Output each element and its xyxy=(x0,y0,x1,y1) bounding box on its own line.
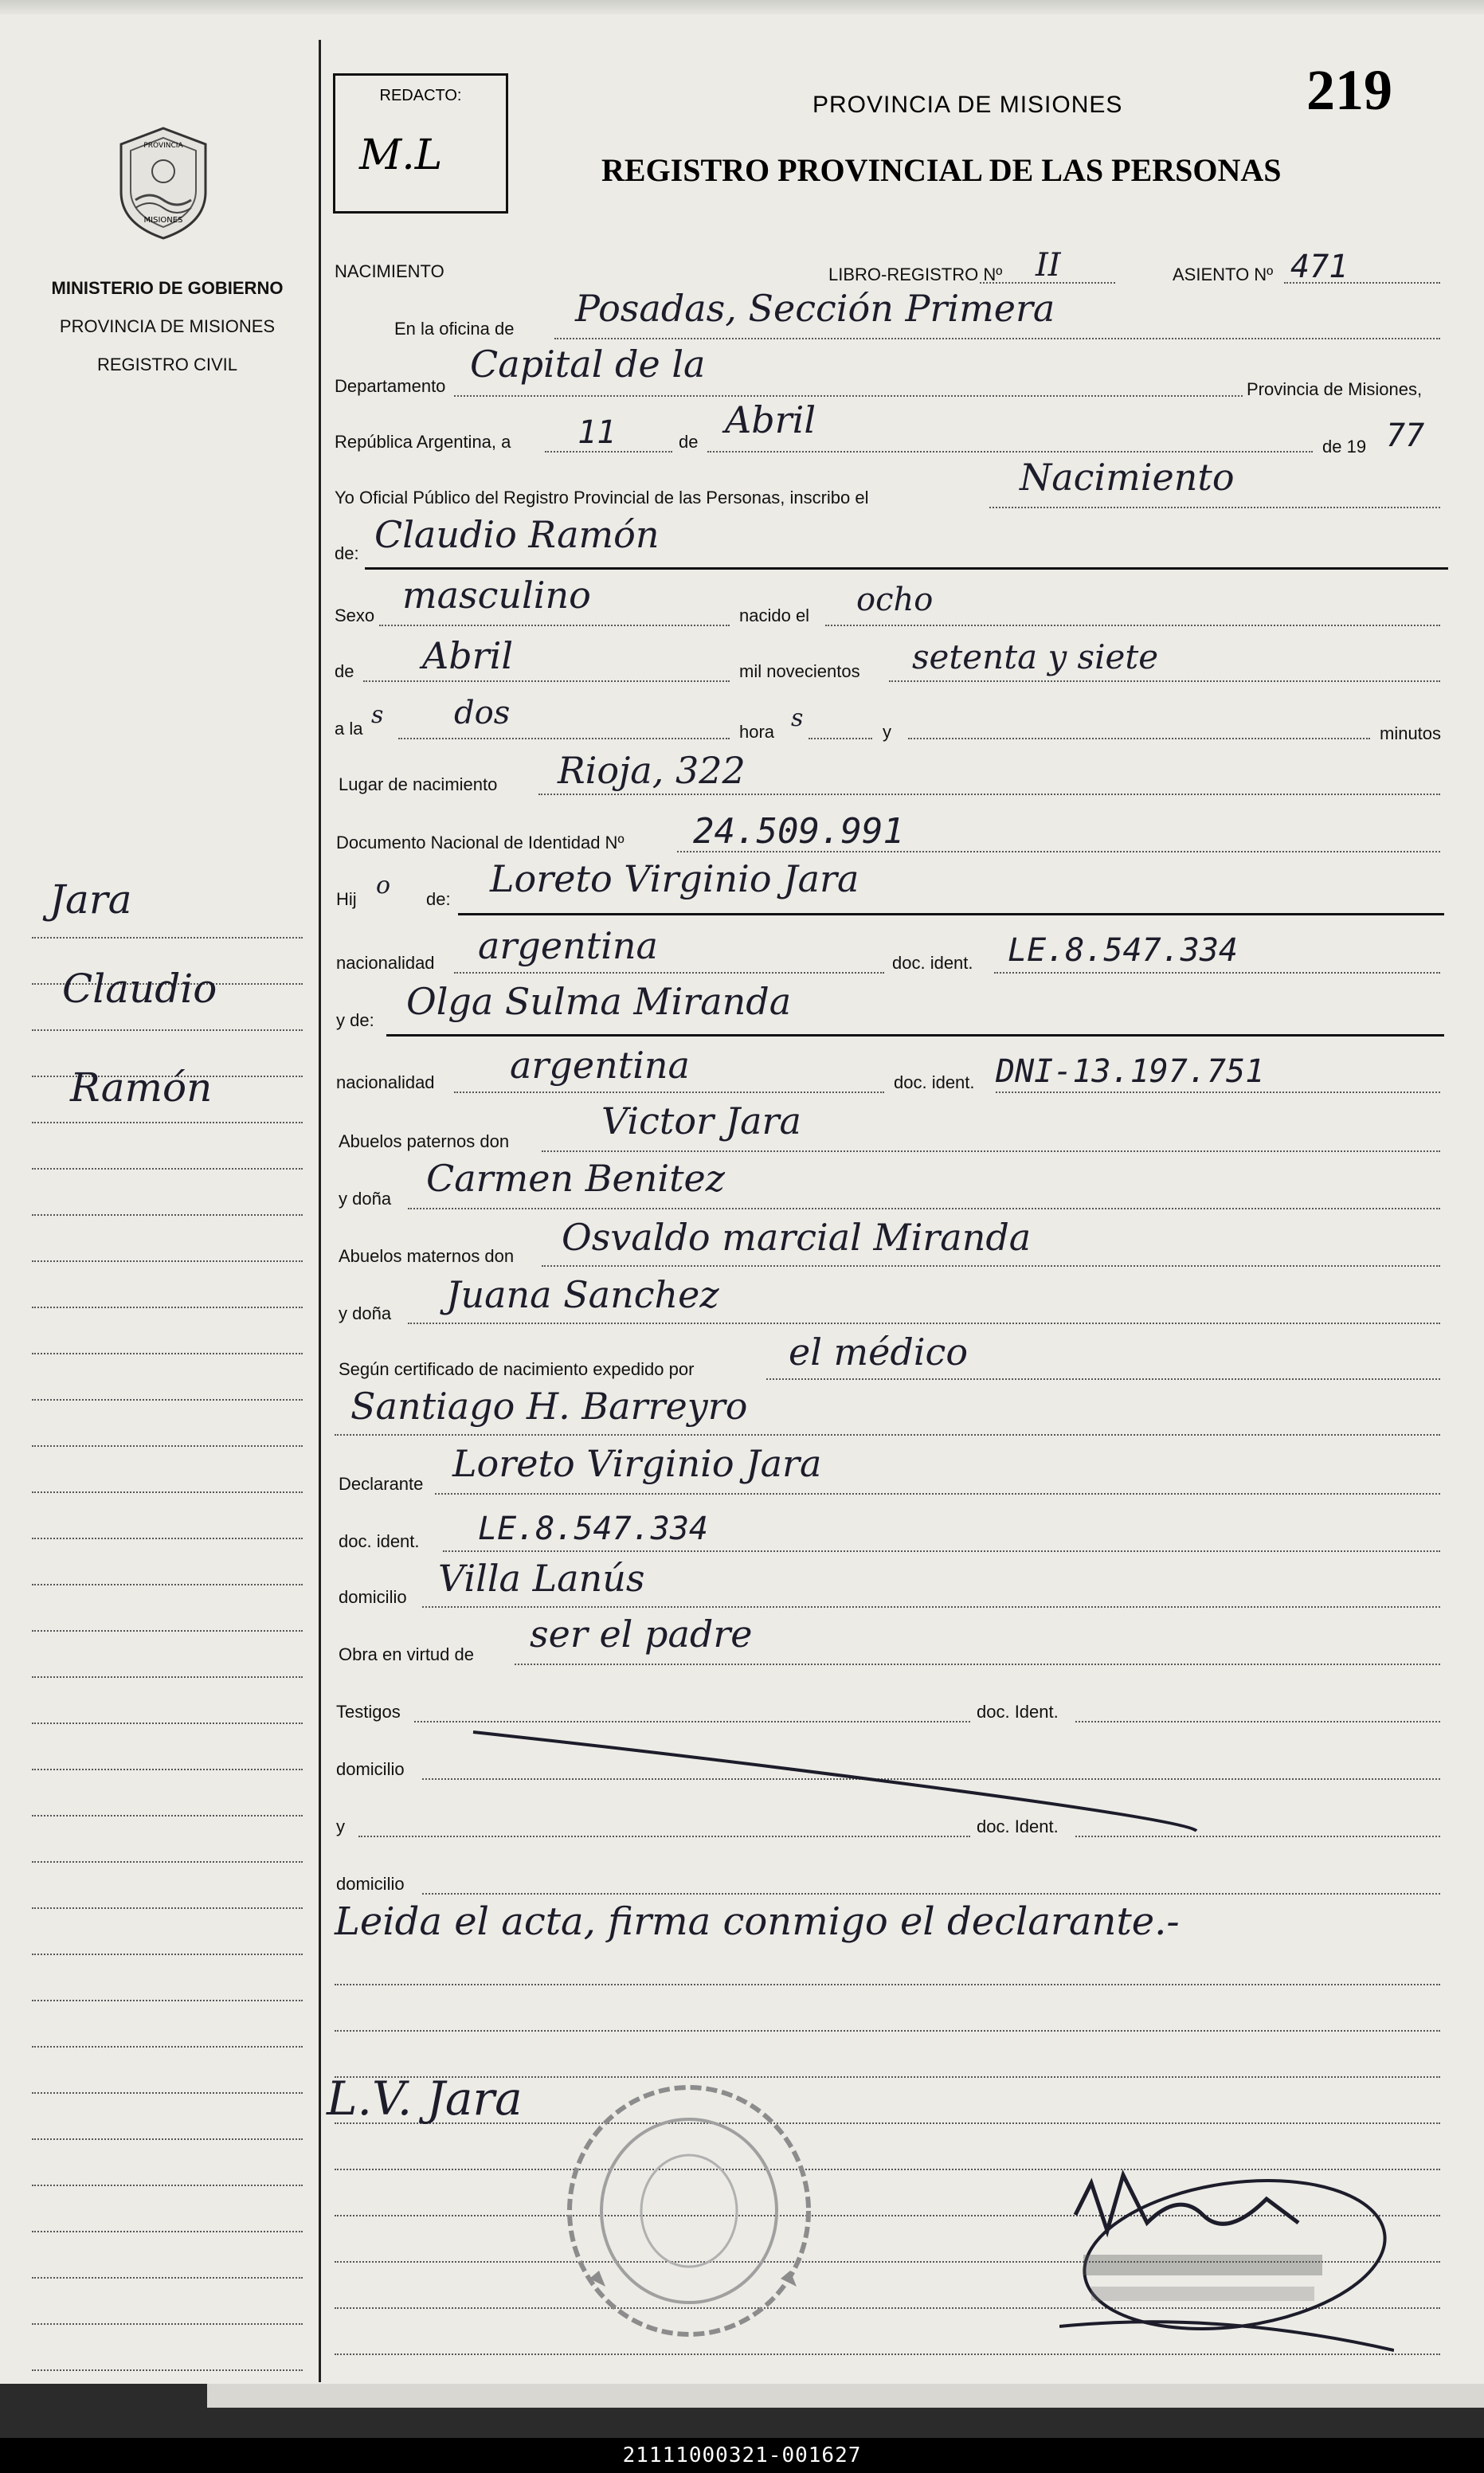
segun-line xyxy=(766,1378,1440,1380)
inscribo-value: Nacimiento xyxy=(1020,456,1235,499)
margin-rule xyxy=(32,937,303,939)
horas-dots xyxy=(809,738,872,739)
closing-statement: Leida el acta, firma conmigo el declarante.- xyxy=(335,1899,1180,1944)
asiento-value: 471 xyxy=(1290,249,1349,285)
body-rule xyxy=(335,2030,1440,2032)
abuelo-paterno: Victor Jara xyxy=(601,1099,801,1142)
oficial-statement: Yo Oficial Público del Registro Provincial de las Personas, inscribo el xyxy=(335,488,869,508)
nacido-line xyxy=(825,625,1440,626)
registered-name: Claudio Ramón xyxy=(374,513,660,556)
docid-5-label: doc. Ident. xyxy=(977,1817,1059,1836)
medico-line xyxy=(335,1434,1440,1436)
ministry-name: MINISTERIO DE GOBIERNO xyxy=(51,278,284,298)
departamento-label: Departamento xyxy=(335,376,446,396)
y-label: y xyxy=(883,722,891,742)
margin-rule xyxy=(32,1538,303,1539)
page-number: 219 xyxy=(1306,58,1392,122)
hour-line xyxy=(398,738,730,739)
declarante-label: Declarante xyxy=(339,1474,424,1494)
mes-line xyxy=(707,451,1313,453)
obra-label: Obra en virtud de xyxy=(339,1644,474,1664)
de-name-label: de: xyxy=(335,543,359,563)
inscribo-line xyxy=(989,507,1440,508)
docid-1-value: LE.8.547.334 xyxy=(1008,932,1238,969)
margin-rule xyxy=(32,1029,303,1031)
abuelos-maternos-label: Abuelos maternos don xyxy=(339,1246,515,1266)
horas-label: hora xyxy=(739,722,775,742)
margin-rule xyxy=(32,2369,303,2371)
minutos-label: minutos xyxy=(1380,723,1442,743)
margin-rule xyxy=(32,1122,303,1123)
dia-line xyxy=(545,451,672,453)
mother-name: Olga Sulma Miranda xyxy=(406,980,792,1023)
abuela-materna-line xyxy=(408,1323,1440,1324)
redacto-label: REDACTO: xyxy=(379,87,462,104)
anio-prefix: de 19 xyxy=(1322,437,1367,457)
margin-rule xyxy=(32,2046,303,2048)
medico-name: Santiago H. Barreyro xyxy=(350,1385,748,1428)
abuelo-materno: Osvaldo marcial Miranda xyxy=(562,1216,1032,1259)
sexo-label: Sexo xyxy=(335,606,375,625)
margin-rule xyxy=(32,1954,303,1955)
margin-rule xyxy=(32,1168,303,1170)
redacto-initials: M.L xyxy=(359,131,443,179)
margin-rule xyxy=(32,1307,303,1308)
margin-rule xyxy=(32,1815,303,1817)
hij-suffix: o xyxy=(376,872,391,899)
margin-rule xyxy=(32,2092,303,2094)
dia-value: 11 xyxy=(578,414,617,451)
svg-text:PROVINCIA: PROVINCIA xyxy=(143,142,183,150)
registry-title: REGISTRO PROVINCIAL DE LAS PERSONAS xyxy=(601,152,1282,188)
obra-value: ser el padre xyxy=(530,1613,753,1656)
minutes-line xyxy=(908,738,1370,739)
redacto-box xyxy=(333,73,508,214)
domicilio-3-label: domicilio xyxy=(336,1874,405,1894)
sexo-line xyxy=(379,625,730,626)
oficina-label: En la oficina de xyxy=(394,319,515,339)
horas-suffix: s xyxy=(791,704,804,732)
hour-value: dos xyxy=(454,695,511,731)
name-line xyxy=(365,567,1448,570)
official-stamp-icon xyxy=(558,2079,820,2342)
margin-rule xyxy=(32,2323,303,2325)
issuer-block xyxy=(32,269,303,384)
segun-label: Según certificado de nacimiento expedido por xyxy=(339,1359,695,1379)
declarante-line xyxy=(435,1493,1440,1495)
margin-rule xyxy=(32,1676,303,1678)
margin-rule xyxy=(32,1584,303,1585)
document-code: 21111000321-001627 xyxy=(0,2438,1484,2473)
republica-label: República Argentina, a xyxy=(335,432,511,452)
de-label: de xyxy=(679,432,699,452)
father-line xyxy=(458,913,1444,915)
domicilio-3-line xyxy=(422,1893,1440,1895)
declarante-signature: L.V. Jara xyxy=(327,2071,523,2126)
docid-1-label: doc. ident. xyxy=(892,953,973,973)
anio-value: 77 xyxy=(1386,417,1425,454)
domicilio-1-label: domicilio xyxy=(339,1587,407,1607)
abuela-paterna: Carmen Benitez xyxy=(426,1157,726,1200)
abuelos-paternos-label: Abuelos paternos don xyxy=(339,1131,510,1151)
libro-value: II xyxy=(1036,247,1061,284)
province-name: PROVINCIA DE MISIONES xyxy=(59,316,276,336)
mes-value: Abril xyxy=(725,398,816,441)
docid-2-line xyxy=(996,1091,1440,1093)
official-signature-seal xyxy=(1059,2167,1394,2358)
segun-value: el médico xyxy=(789,1331,969,1374)
nacido-value: ocho xyxy=(856,582,934,618)
ala-suffix: s xyxy=(371,701,384,729)
docid-1-line xyxy=(994,972,1440,974)
svg-text:MISIONES: MISIONES xyxy=(143,216,183,225)
margin-rule xyxy=(32,1353,303,1354)
record-type: NACIMIENTO xyxy=(335,261,444,281)
abuela-materna: Juana Sanchez xyxy=(446,1273,719,1316)
margin-rule xyxy=(32,1769,303,1770)
domicilio-1-line xyxy=(422,1606,1440,1608)
lugar-value: Rioja, 322 xyxy=(558,749,746,792)
ala-label: a la xyxy=(335,719,363,739)
margin-rule xyxy=(32,2185,303,2186)
oficina-value: Posadas, Sección Primera xyxy=(575,287,1055,330)
margin-rule xyxy=(32,1445,303,1447)
margin-rule xyxy=(32,1630,303,1632)
margin-rule xyxy=(32,1491,303,1493)
testigos-label: Testigos xyxy=(336,1702,401,1722)
de-month-label: de xyxy=(335,661,354,681)
declarante-name: Loreto Virginio Jara xyxy=(452,1442,822,1485)
dni-label: Documento Nacional de Identidad Nº xyxy=(336,833,625,852)
docid-2-value: DNI-13.197.751 xyxy=(996,1053,1265,1090)
provincia-suffix: Provincia de Misiones, xyxy=(1247,379,1423,399)
docid-4-line xyxy=(1075,1721,1440,1722)
province-crest-icon xyxy=(112,123,215,243)
margin-rule xyxy=(32,1214,303,1216)
docid-3-label: doc. ident. xyxy=(339,1531,420,1551)
column-divider xyxy=(319,40,321,2382)
dni-value: 24.509.991 xyxy=(693,811,904,852)
margin-rule xyxy=(32,1260,303,1262)
margin-rule xyxy=(32,1861,303,1863)
margin-rule xyxy=(32,1722,303,1724)
testigo-1-line xyxy=(414,1721,970,1722)
margin-rule xyxy=(32,1907,303,1909)
month-value: Abril xyxy=(422,634,514,677)
y-dona-1-label: y doña xyxy=(339,1189,392,1209)
margin-surname: Jara xyxy=(49,876,132,923)
y-dona-2-label: y doña xyxy=(339,1303,392,1323)
registry-name: REGISTRO CIVIL xyxy=(96,355,238,374)
departamento-value: Capital de la xyxy=(470,343,706,386)
margin-rule xyxy=(32,2000,303,2001)
hij-label: Hij xyxy=(336,889,357,909)
asiento-label: ASIENTO Nº xyxy=(1173,265,1274,284)
margin-rule xyxy=(32,1399,303,1401)
margin-middle-name: Ramón xyxy=(70,1064,213,1111)
departamento-line xyxy=(454,395,1243,397)
sexo-value: masculino xyxy=(402,574,591,617)
margin-rule xyxy=(32,2277,303,2279)
header-province: PROVINCIA DE MISIONES xyxy=(812,92,1123,118)
y-2-label: y xyxy=(336,1817,345,1836)
nacionalidad-2-label: nacionalidad xyxy=(336,1072,435,1092)
page-bottom-edge xyxy=(0,2384,1484,2438)
lugar-label: Lugar de nacimiento xyxy=(339,774,498,794)
domicilio-1-value: Villa Lanús xyxy=(438,1557,645,1600)
domicilio-2-label: domicilio xyxy=(336,1759,405,1779)
body-rule xyxy=(335,1984,1440,1985)
month-line xyxy=(363,680,730,682)
nacido-label: nacido el xyxy=(739,606,810,625)
nacionalidad-1-value: argentina xyxy=(478,924,658,967)
mother-line xyxy=(386,1034,1444,1037)
cancel-stroke xyxy=(470,1726,1203,1837)
abuelo-paterno-line xyxy=(542,1150,1440,1152)
year-words: setenta y siete xyxy=(912,637,1159,676)
oficina-line xyxy=(554,338,1440,339)
de-parent-label: de: xyxy=(426,889,451,909)
nacionalidad-1-line xyxy=(454,972,884,974)
docid-3-value: LE.8.547.334 xyxy=(478,1511,708,1547)
nacionalidad-2-value: argentina xyxy=(510,1044,690,1087)
mil-label: mil novecientos xyxy=(739,661,860,681)
nacionalidad-2-line xyxy=(454,1091,884,1093)
y-de-label: y de: xyxy=(336,1010,374,1030)
margin-rule xyxy=(32,2231,303,2232)
margin-first-name: Claudio xyxy=(62,966,217,1012)
libro-label: LIBRO-REGISTRO Nº xyxy=(828,265,1003,284)
abuela-paterna-line xyxy=(408,1208,1440,1209)
father-name: Loreto Virginio Jara xyxy=(490,857,859,900)
lugar-line xyxy=(538,794,1440,795)
nacionalidad-1-label: nacionalidad xyxy=(336,953,435,973)
docid-2-label: doc. ident. xyxy=(894,1072,975,1092)
obra-line xyxy=(515,1664,1440,1665)
margin-rule xyxy=(32,2138,303,2140)
docid-4-label: doc. Ident. xyxy=(977,1702,1059,1722)
docid-3-line xyxy=(443,1550,1440,1552)
abuelo-materno-line xyxy=(542,1265,1440,1267)
year-words-line xyxy=(889,680,1440,682)
